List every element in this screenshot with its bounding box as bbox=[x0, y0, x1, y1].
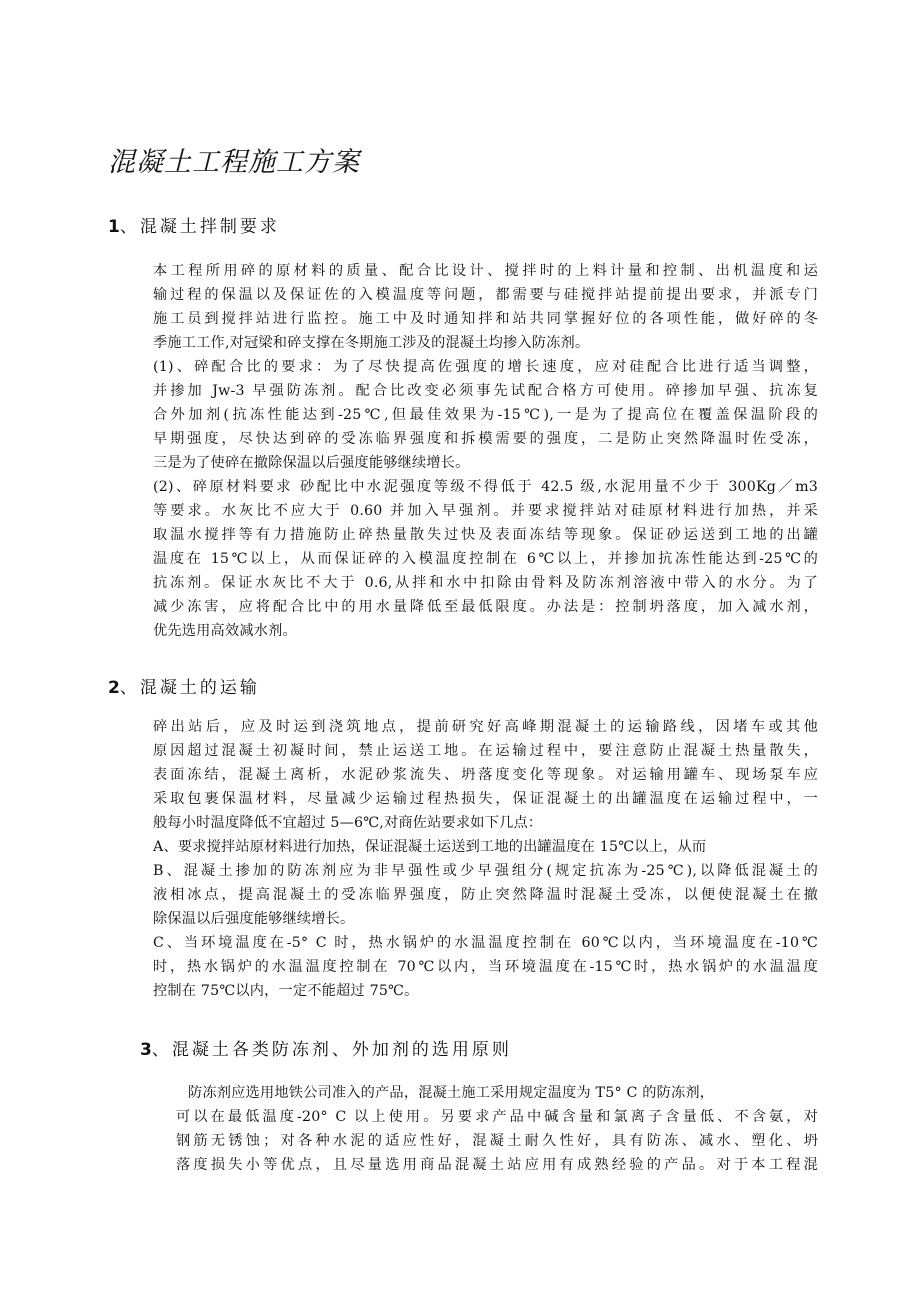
paragraph-line: (1)、碎配合比的要求：为了尽快提高佐强度的增长速度，应对硅配合比进行适当调整， bbox=[153, 359, 818, 375]
paragraph-line: 抗冻剂。保证水灰比不大于 0.6,从拌和水中扣除由骨料及防冻剂溶液中带入的水分。为了 bbox=[153, 575, 818, 591]
paragraph-line: 并掺加 Jw-3 早强防冻剂。配合比改变必须事先试配合格方可使用。碎掺加早强、抗冻复 bbox=[153, 383, 818, 399]
paragraph-line: 时，热水锅炉的水温温度控制在 70℃以内，当环境温度在-15℃时，热水锅炉的水温温度 bbox=[153, 959, 818, 975]
paragraph-line: 施工员到搅拌站进行监控。施工中及时通知拌和站共同掌握好位的各项性能，做好碎的冬 bbox=[153, 311, 818, 327]
section-1-heading bbox=[108, 212, 280, 237]
section-2-body bbox=[153, 715, 818, 1003]
paragraph-line: 减少冻害，应将配合比中的用水量降低至最低限度。办法是：控制坍落度，加入减水剂， bbox=[153, 599, 818, 615]
paragraph-line: 原因超过混凝土初凝时间，禁止运送工地。在运输过程中，要注意防止混凝土热量散失， bbox=[153, 743, 818, 759]
paragraph-line: 取温水搅拌等有力措施防止碎热量散失过快及表面冻结等现象。保证砂运送到工地的出罐 bbox=[153, 527, 818, 543]
paragraph-line: B、混凝土掺加的防冻剂应为非早强性或少早强组分(规定抗冻为-25℃),以降低混凝土的 bbox=[153, 863, 818, 879]
paragraph-line: 优先选用高效减水剂。 bbox=[153, 623, 297, 639]
paragraph-line: 落度损失小等优点，且尽量选用商品混凝土站应用有成熟经验的产品。对于本工程混 bbox=[176, 1157, 818, 1173]
section-2-title: 、混凝土的运输 bbox=[119, 678, 260, 698]
paragraph-line: 合外加剂(抗冻性能达到-25℃,但最佳效果为-15℃),一是为了提高位在覆盖保温阶段的 bbox=[153, 407, 818, 423]
paragraph-line: 钢筋无锈蚀；对各种水泥的适应性好，混凝土耐久性好，具有防冻、减水、塑化、坍 bbox=[176, 1133, 818, 1149]
paragraph-line: 可以在最低温度-20° C 以上使用。另要求产品中碱含量和氯离子含量低、不含氨，对 bbox=[176, 1109, 818, 1125]
document-title: 混凝土工程施工方案 bbox=[108, 147, 360, 178]
paragraph-line: 等要求。水灰比不应大于 0.60 并加入早强剂。并要求搅拌站对硅原材料进行加热，并采 bbox=[153, 503, 818, 519]
section-1-title: 、混凝土拌制要求 bbox=[119, 217, 280, 237]
paragraph-line: 输过程的保温以及保证佐的入模温度等问题，都需要与硅搅拌站提前提出要求，并派专门 bbox=[153, 287, 818, 303]
paragraph-line: 本工程所用碎的原材料的质量、配合比设计、搅拌时的上料计量和控制、出机温度和运 bbox=[153, 263, 818, 279]
paragraph-line: 早期强度，尽快达到碎的受冻临界强度和拆模需要的强度，二是防止突然降温时佐受冻， bbox=[153, 431, 818, 447]
section-3-number: 3 bbox=[140, 1040, 152, 1060]
paragraph-line: 表面冻结，混凝土离析，水泥砂浆流失、坍落度变化等现象。对运输用罐车、现场泵车应 bbox=[153, 767, 818, 783]
paragraph-line: (2)、碎原材料要求 砂配比中水泥强度等级不得低于 42.5 级,水泥用量不少于 300Kg／m3 bbox=[153, 479, 818, 495]
paragraph-line: 防冻剂应选用地铁公司准入的产品，混凝土施工采用规定温度为 T5° C 的防冻剂， bbox=[188, 1085, 715, 1101]
paragraph-line: 三是为了使碎在撤除保温以后强度能够继续增长。 bbox=[153, 455, 470, 471]
paragraph-line: 除保温以后强度能够继续增长。 bbox=[153, 911, 355, 927]
paragraph-line: 季施工工作,对冠梁和碎支撑在冬期施工涉及的混凝土均掺入防冻剂。 bbox=[153, 335, 590, 351]
paragraph-line: 碎出站后，应及时运到浇筑地点，提前研究好高峰期混凝土的运输路线，因堵车或其他 bbox=[153, 719, 818, 735]
section-1-number: 1 bbox=[108, 217, 120, 237]
section-2-number: 2 bbox=[108, 678, 120, 698]
section-1-body bbox=[153, 259, 818, 643]
paragraph-line: 温度在 15℃以上，从而保证碎的入模温度控制在 6℃以上，并掺加抗冻性能达到-25℃的 bbox=[153, 551, 818, 567]
section-3-title: 、混凝土各类防冻剂、外加剂的选用原则 bbox=[151, 1040, 512, 1060]
section-3-heading bbox=[140, 1035, 512, 1060]
paragraph-line: 液相冰点，提高混凝土的受冻临界强度，防止突然降温时混凝土受冻，以便使混凝土在撤 bbox=[153, 887, 818, 903]
paragraph-line: C、当环境温度在-5° C 时，热水锅炉的水温温度控制在 60℃以内，当环境温度在-10℃ bbox=[153, 935, 818, 951]
section-3-body bbox=[176, 1081, 818, 1177]
paragraph-line: 控制在 75℃以内，一定不能超过 75℃。 bbox=[153, 983, 419, 999]
section-2-heading bbox=[108, 673, 260, 698]
paragraph-line: A、要求搅拌站原材料进行加热，保证混凝土运送到工地的出罐温度在 15℃以上，从而 bbox=[153, 839, 707, 855]
paragraph-line: 般每小时温度降低不宜超过 5—6℃,对商佐站要求如下几点： bbox=[153, 815, 543, 831]
paragraph-line: 采取包裹保温材料，尽量减少运输过程热损失，保证混凝土的出罐温度在运输过程中，一 bbox=[153, 791, 818, 807]
